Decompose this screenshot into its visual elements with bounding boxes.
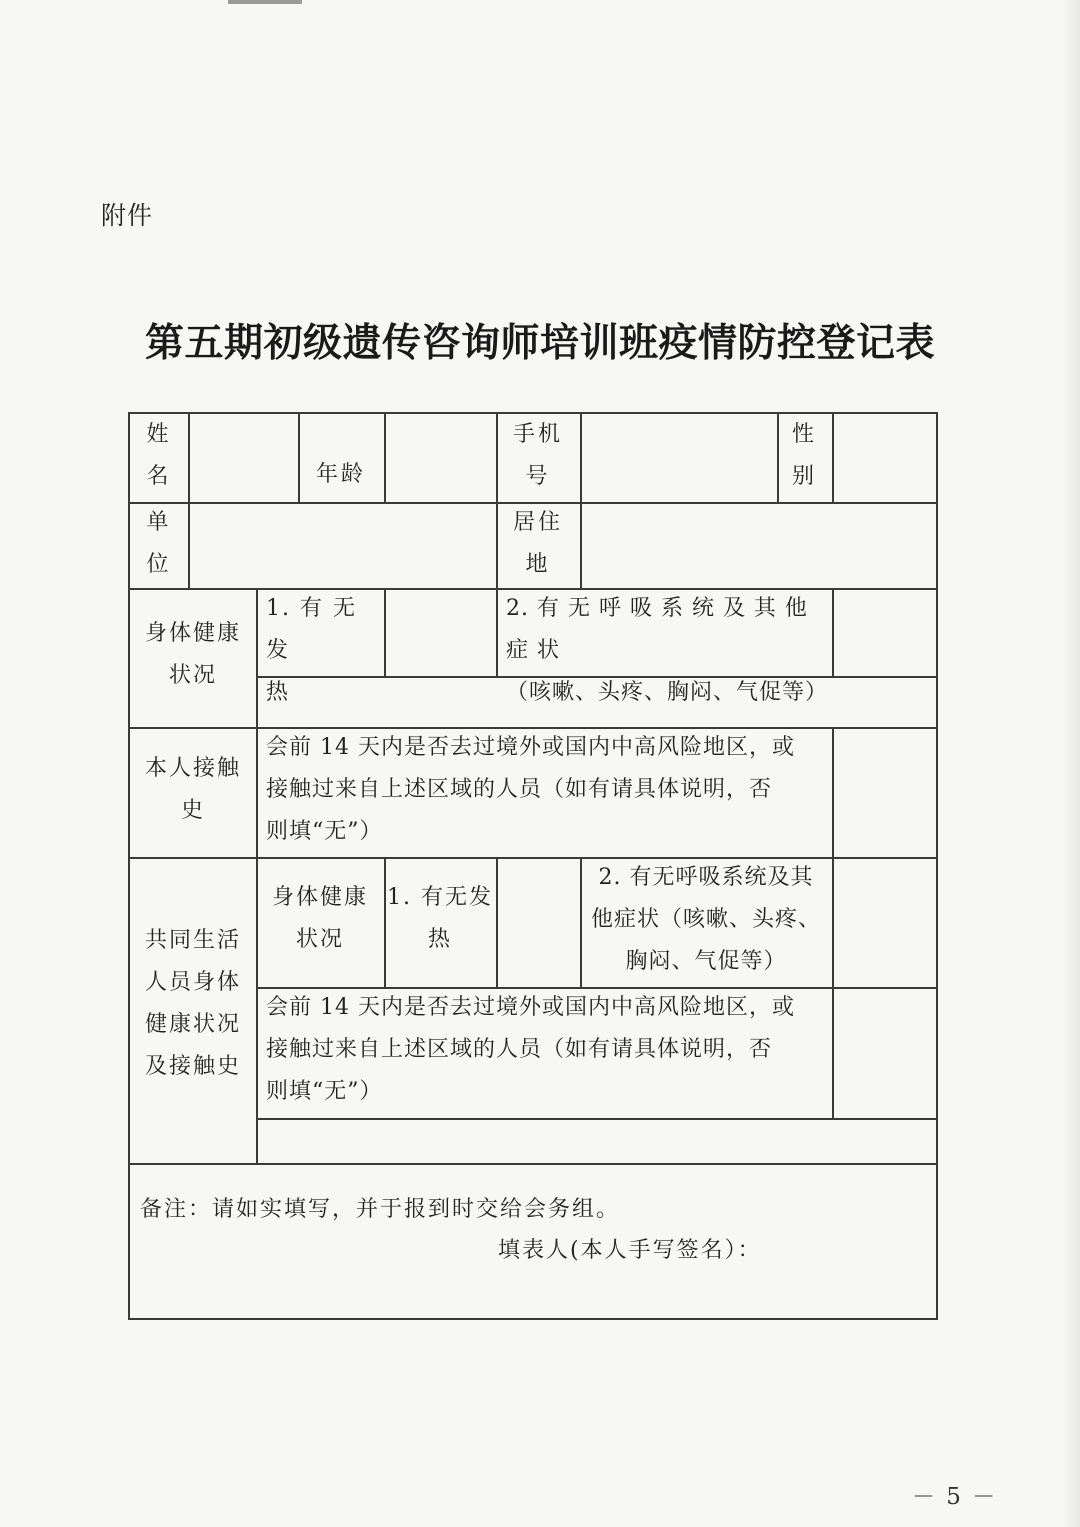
gender-label: 性 别	[791, 422, 817, 489]
respiratory-question: 2. 有 无 呼 吸 系 统 及 其 他 症 状 （咳嗽、头疼、胸闷、气促等）	[506, 596, 829, 705]
cohabitant-respiratory-field[interactable]	[834, 859, 934, 985]
health-status-label: 身体健康 状况	[144, 621, 241, 688]
cohabitant-fever-question: 1. 有无发 热	[387, 885, 493, 952]
fever-answer-field[interactable]	[386, 590, 494, 674]
cohabitant-contact-field[interactable]	[834, 989, 934, 1116]
column-divider	[256, 588, 258, 1163]
scan-mark	[228, 0, 302, 4]
gender-field[interactable]	[834, 416, 934, 500]
cohabitant-respiratory-question: 2. 有无呼吸系统及其 他症状（咳嗽、头疼、 胸闷、气促等）	[590, 865, 821, 974]
contact-answer-field[interactable]	[834, 729, 934, 855]
cohabitant-fever-field[interactable]	[498, 859, 578, 985]
residence-label: 居住 地	[512, 510, 563, 577]
cohabitant-contact-question: 会前 14 天内是否去过境外或国内中高风险地区，或 接触过来自上述区域的人员（如有请具体说明，否 则填“无”）	[266, 995, 795, 1104]
phone-field[interactable]	[582, 416, 775, 500]
registration-form-table	[128, 412, 938, 1320]
contact-history-label: 本人接触 史	[144, 756, 241, 823]
column-divider	[496, 588, 498, 676]
age-field[interactable]	[386, 416, 494, 500]
respiratory-answer-field[interactable]	[834, 590, 934, 674]
cohabitant-health-label: 身体健康 状况	[271, 885, 368, 952]
age-label: 年龄	[315, 462, 366, 487]
contact-question: 会前 14 天内是否去过境外或国内中高风险地区，或 接触过来自上述区域的人员（如有请具体说明，否 则填“无”）	[266, 735, 795, 844]
unit-field[interactable]	[190, 504, 494, 586]
page-edge-shadow	[1062, 0, 1080, 1527]
page-number: － 5 －	[912, 1484, 998, 1510]
residence-field[interactable]	[582, 504, 934, 586]
page-title: 第五期初级遗传咨询师培训班疫情防控登记表	[144, 320, 935, 366]
health-notes-field[interactable]	[258, 678, 934, 725]
cohabitant-notes-field[interactable]	[258, 1120, 934, 1161]
unit-label: 单 位	[146, 510, 172, 577]
name-field[interactable]	[190, 416, 296, 500]
signature-label: 填表人(本人手写签名）：	[498, 1238, 762, 1263]
row-divider	[130, 1163, 936, 1165]
signature-field[interactable]	[790, 1230, 930, 1310]
phone-label: 手机 号	[512, 422, 563, 489]
fever-question: 1. 有 无 发 热	[266, 596, 357, 705]
cohabitant-label: 共同生活 人员身体 健康状况 及接触史	[144, 928, 241, 1079]
name-label: 姓 名	[146, 422, 172, 489]
remark-text: 备注：请如实填写，并于报到时交给会务组。	[140, 1197, 621, 1222]
attachment-label: 附件	[101, 201, 154, 230]
